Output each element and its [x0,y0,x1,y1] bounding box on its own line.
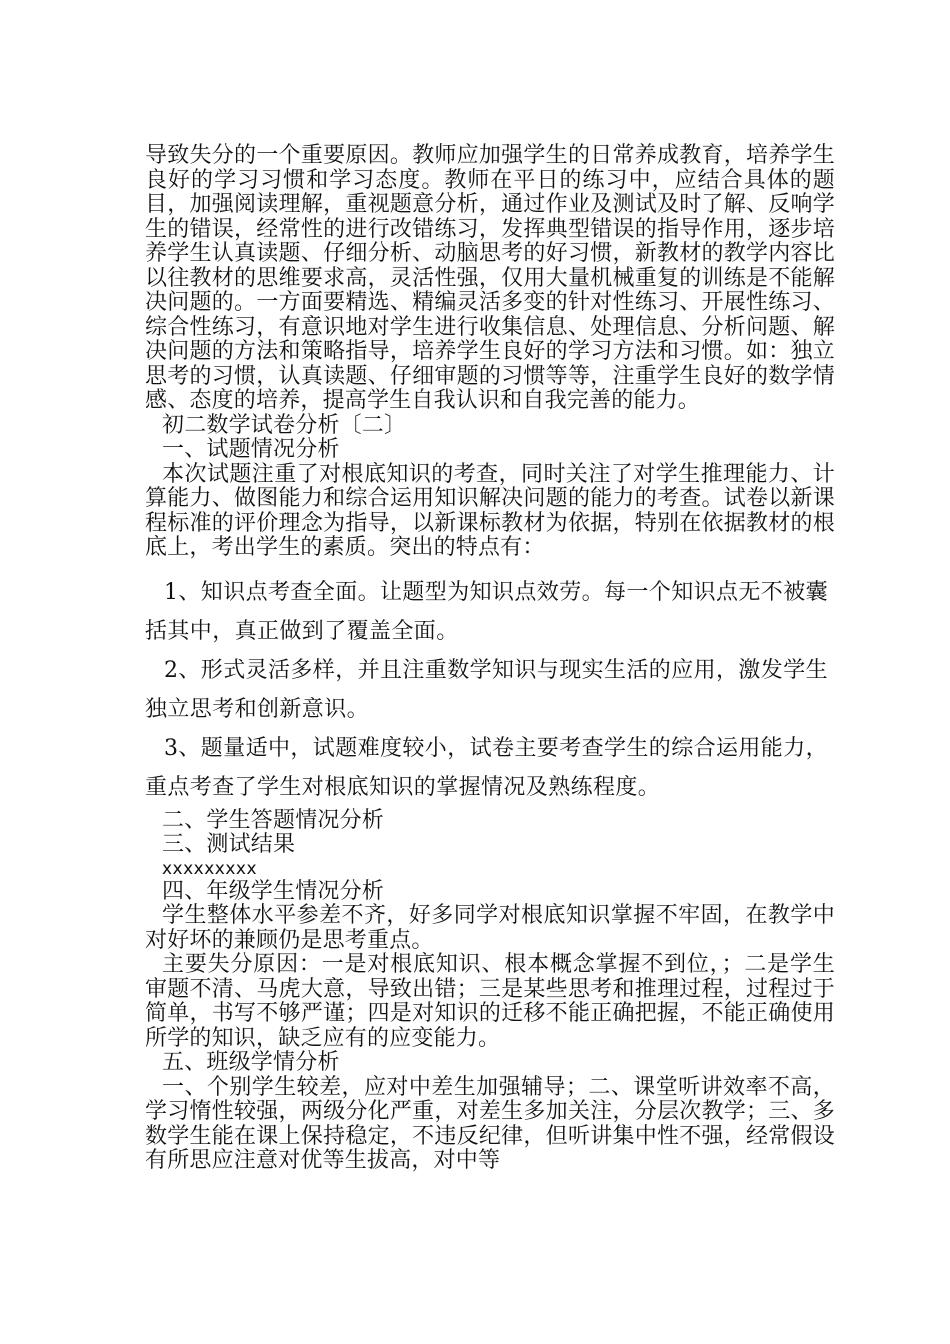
heading-grade-analysis: 四、年级学生情况分析 [162,878,385,904]
heading-answer-analysis: 二、学生答题情况分析 [162,807,385,833]
section-title-exam-analysis-2: 初二数学试卷分析〔二〕 [162,412,407,438]
heading-test-results: 三、测试结果 [162,832,296,857]
paragraph-exam-overview: 本次试题注重了对根底知识的考查，同时关注了对学生推理能力、计算能力、做图能力和综合运用知识解决问题的能力的考查。试卷以新课程标准的评价理念为指导，以新课标教材为依据，特别在依据教材的根底上，考出学生的素质。突出的特点有： [145,461,835,560]
paragraph-class-details: 一、个别学生较差，应对中差生加强辅导；二、课堂听讲效率不高，学习惰性较强，两级分化严重，对差生多加关注，分层次教学；三、多数学生能在课上保持稳定，不违反纪律，但听讲集中性不强，经常假设有所思应注意对优等生拔高，对中等 [145,1074,835,1173]
list-item-2: 2、形式灵活多样，并且注重数学知识与现实生活的应用，激发学生独立思考和创新意识。 [145,657,828,722]
list-item-1: 1、知识点考查全面。让题型为知识点效劳。每一个知识点无不被囊括其中，真正做到了覆盖全面。 [145,579,828,644]
document-page [145,144,835,1174]
heading-question-analysis: 一、试题情况分析 [162,437,340,462]
heading-class-analysis: 五、班级学情分析 [162,1050,340,1075]
paragraph-student-level: 学生整体水平参差不齐，好多同学对根底知识掌握不牢固，在教学中对好坏的兼顾仍是思考重点。 [145,903,835,953]
paragraph-study-habits: 导致失分的一个重要原因。教师应加强学生的日常养成教育，培养学生良好的学习习惯和学习态度。教师在平日的练习中，应结合具体的题目，加强阅读理解，重视题意分析，通过作业及测试及时了解、反响学生的错误，经常性的进行改错练习，发挥典型错误的指导作用，逐步培养学生认真读题、仔细分析、动脑思考的好习惯，新教材的教学内容比以往教材的思维要求高，灵活性强，仅用大量机械重复的训练是不能解决问题的。一方面要精选、精编灵活多变的针对性练习、开展性练习、综合性练习，有意识地对学生进行收集信息、处理信息、分析问题、解决问题的方法和策略指导，培养学生良好的学习方法和习惯。如：独立思考的习惯，认真读题、仔细审题的习惯等等，注重学生良好的数学情感、态度的培养，提高学生自我认识和自我完善的能力。 [145,143,835,413]
paragraph-loss-reasons: 主要失分原因：一是对根底知识、根本概念掌握不到位，；二是学生审题不清、马虎大意，导致出错；三是某些思考和推理过程，过程过于简单，书写不够严谨；四是对知识的迁移不能正确把握，不能正确使用所学的知识，缺乏应有的应变能力。 [145,952,835,1051]
masked-results: xxxxxxxxx [162,858,258,879]
list-item-3: 3、题量适中，试题难度较小，试卷主要考查学生的综合运用能力，重点考查了学生对根底知识的掌握情况及熟练程度。 [145,735,828,800]
